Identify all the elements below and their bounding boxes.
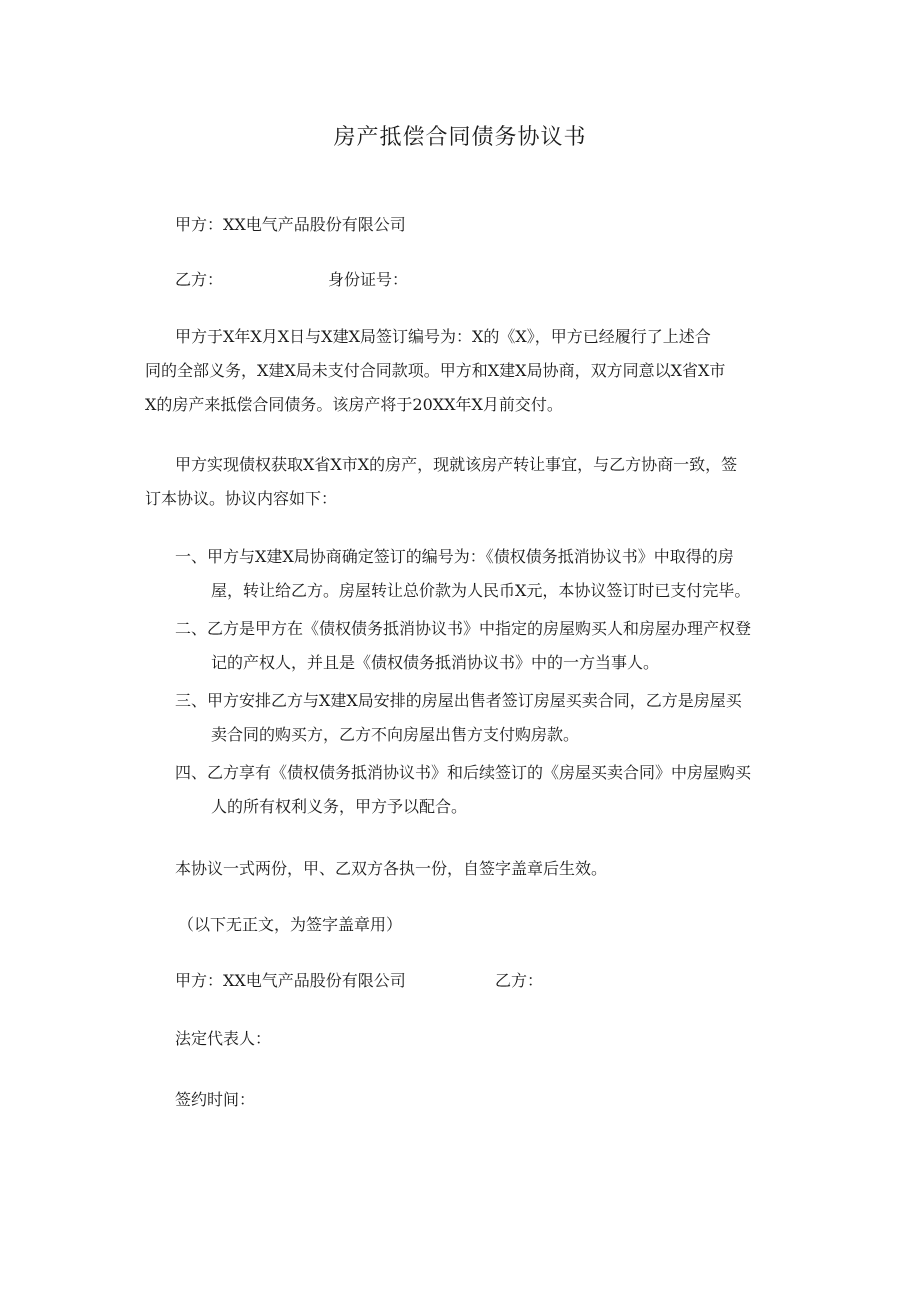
party-b-label: 乙方： (175, 270, 224, 289)
paragraph-intro (145, 448, 785, 516)
clause-line: 四、乙方享有《债权债务抵消协议书》和后续签订的《房屋买卖合同》中房屋购买 (175, 763, 752, 782)
paragraph-line: 订本协议。协议内容如下： (145, 489, 338, 508)
below-note: （以下无正文，为签字盖章用） (178, 915, 403, 934)
clause-item (175, 540, 795, 608)
sign-party-a: 甲方：XX电气产品股份有限公司 (175, 971, 406, 990)
clause-line: 三、甲方安排乙方与X建X局安排的房屋出售者签订房屋买卖合同，乙方是房屋买 (175, 691, 742, 710)
clause-line: 记的产权人，并且是《债权债务抵消协议书》中的一方当事人。 (211, 653, 660, 672)
id-number-label: 身份证号： (328, 270, 409, 289)
sign-time-label: 签约时间： (175, 1090, 256, 1109)
paragraph-line: 甲方于X年X月X日与X建X局签订编号为：X的《X》，甲方已经履行了上述合 (175, 327, 711, 346)
document-title: 房产抵偿合同债务协议书 (333, 125, 587, 150)
paragraph-line: X的房产来抵偿合同债务。该房产将于20XX年X月前交付。 (145, 395, 563, 414)
paragraph-background (145, 320, 785, 422)
clause-line: 人的所有权利义务，甲方予以配合。 (211, 797, 468, 816)
clause-line: 屋，转让给乙方。房屋转让总价款为人民币X元，本协议签订时已支付完毕。 (211, 581, 751, 600)
paragraph-line: 甲方实现债权获取X省X市X的房产，现就该房产转让事宜，与乙方协商一致，签 (175, 455, 738, 474)
clause-item (175, 756, 795, 824)
clause-line: 一、甲方与X建X局协商确定签订的编号为：《债权债务抵消协议书》中取得的房 (175, 547, 734, 566)
legal-representative-label: 法定代表人： (175, 1029, 272, 1048)
clause-item (175, 684, 795, 752)
clause-line: 二、乙方是甲方在《债权债务抵消协议书》中指定的房屋购买人和房屋办理产权登 (175, 619, 752, 638)
clause-item (175, 612, 795, 680)
effect-line: 本协议一式两份，甲、乙双方各执一份，自签字盖章后生效。 (175, 859, 608, 878)
clause-line: 卖合同的购买方，乙方不向房屋出售方支付购房款。 (211, 725, 580, 744)
party-a-line: 甲方：XX电气产品股份有限公司 (175, 215, 406, 234)
sign-party-b: 乙方： (495, 971, 544, 990)
paragraph-line: 同的全部义务，X建X局未支付合同款项。甲方和X建X局协商，双方同意以X省X市 (145, 361, 726, 380)
